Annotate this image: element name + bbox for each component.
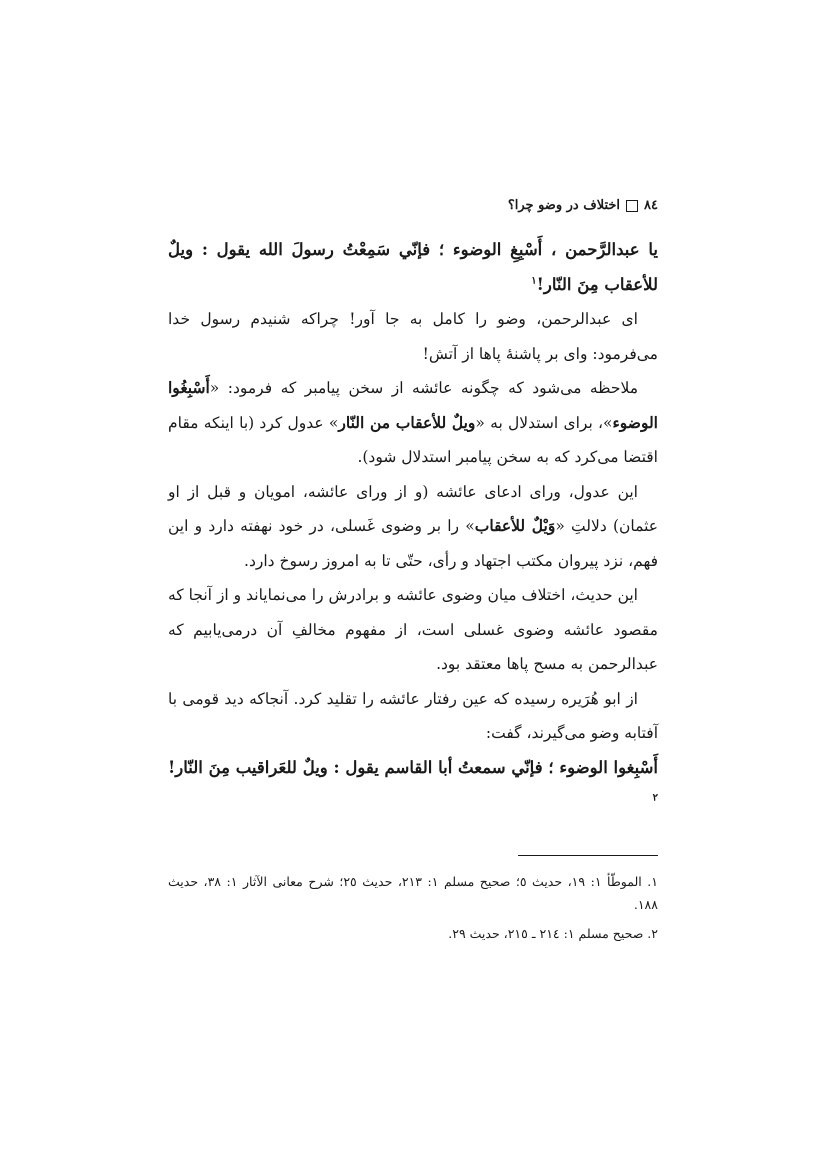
arabic-quote-2 [168, 751, 658, 820]
page-number: ٨٤ [644, 198, 658, 213]
paragraph-1-part-b: »، برای استدلال به « [475, 413, 613, 432]
paragraph-1-part-a: ملاحظه می‌شود که چگونه عائشه از سخن پیامبر که فرمود: « [209, 379, 638, 397]
paragraph-2-part-b: » را بر وضوی غَسلی، در خود نهفته دارد و این فهم، نزد پیروان مکتب اجتهاد و رأی، حتّی تا به امروز رسوخ دارد. [168, 517, 658, 570]
footnote-1: ١. الموطّأ ١: ١٩، حدیث ٥؛ صحیح مسلم ١: ٢١٣، حدیث ٢٥؛ شرح معانی الآثار ١: ٣٨، حدیث ١٨٨. [168, 874, 658, 912]
running-title: اختلاف در وضو چرا؟ [507, 198, 621, 213]
paragraph-3: این حدیث، اختلاف میان وضوی عائشه و برادرش را می‌نمایاند و از آنجا که مقصود عائشه وضوی غسلی است، از مفهوم مخالفِ آن درمی‌یابیم که عبدالرحمن به مسح پاها معتقد بود. [168, 586, 658, 673]
translation-1: ای عبدالرحمن، وضو را کامل به جا آور! چراکه شنیدم رسول خدا می‌فرمود: وای بر پاشنهٔ پاها از آتش! [168, 310, 658, 363]
arabic-quote-1 [168, 233, 658, 302]
footnote-ref-1: ١ [531, 275, 537, 286]
square-bullet-icon [626, 200, 638, 212]
footnote-ref-2: ٢ [652, 792, 658, 804]
footnote-2: ٢. صحیح مسلم ١: ٢١٤ ـ ٢١٥، حدیث ٢٩. [448, 926, 658, 941]
paragraph-2-part-a: این عدول، ورای ادعای عائشه (و از ورای عائشه، امویان و قبل از او عثمان) دلالتِ « [168, 482, 658, 535]
paragraph-4: از ابو هُرَیره رسیده که عین رفتار عائشه را تقلید کرد. آنجاکه دید قومی با آفتابه وضو می‌گیرند، گفت: [168, 689, 658, 742]
arabic-quote-2-text: أَسْبِغوا الوضوء ؛ فإنّي سمعتُ أبا القاسم يقول : ويلٌ للعَراقيب مِنَ النّار! [168, 757, 658, 777]
running-header [168, 198, 658, 213]
paragraph-1 [168, 371, 658, 475]
paragraph-1-bold-1: أَسْبِغُوا الوضوء [168, 378, 658, 432]
arabic-quote-1-text: يا عبدالرَّحمن ، أَسْبِغِ الوضوء ؛ فإنّي سَمِعْتُ رسولَ الله يقول : ويلٌ للأعقاب مِنَ النّار! [168, 240, 658, 294]
footnote-divider [518, 855, 658, 856]
paragraph-2-bold: وَيْلٌ للأعقاب [474, 516, 556, 535]
paragraph-2 [168, 475, 658, 579]
body-text [168, 233, 658, 820]
footnotes [168, 870, 658, 951]
paragraph-1-bold-2: ويلٌ للأعقاب من النّار [338, 412, 476, 432]
paragraph-1-part-c: » عدول کرد (با اینکه مقام اقتضا می‌کرد که به سخن پیامبر استدلال شود). [168, 413, 658, 466]
